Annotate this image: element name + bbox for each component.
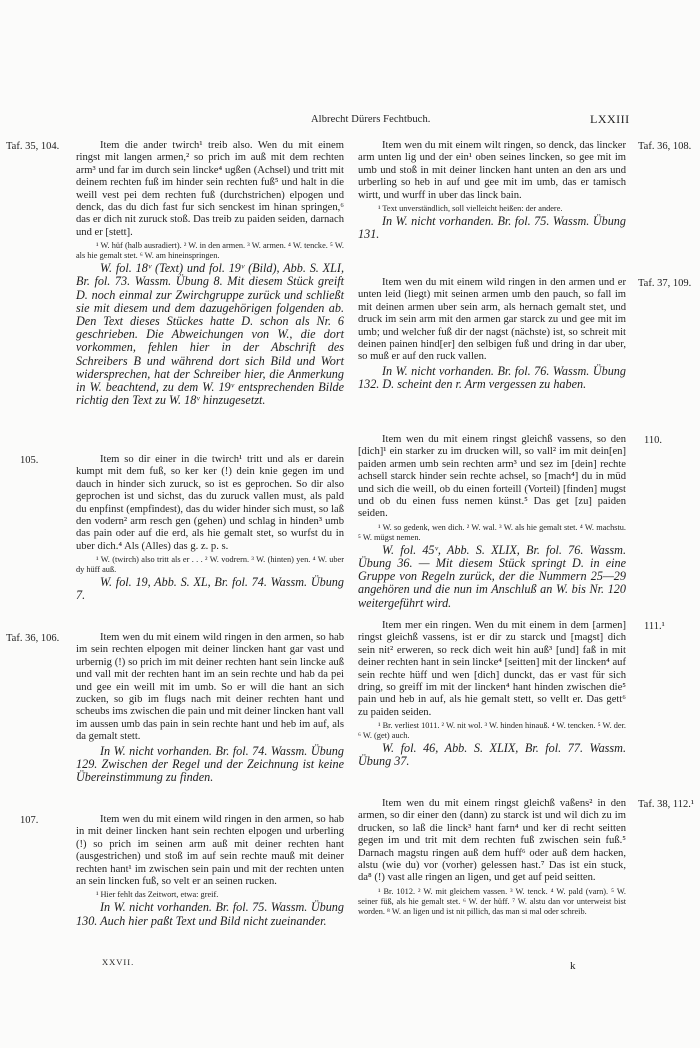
footnotes: ¹ W. hüf (halb ausradiert). ² W. in den armen. ³ W. armen. ⁴ W. tencke. ⁵ W. als hie gemalt stet. ⁶ W. am hineinspringen.	[76, 241, 344, 261]
entry-text: Item wen du mit einem ringst gleichß vassens, so den [dich]¹ ein starker zu im drucken will, so vall² im mit dein[en] paiden armen umb sein rechten arm³ und sez im [dein] rechte achsell starck hinder sein rechte achsel, so [mach⁴] du in müd und sich die weill, ob du einen forteill (Vorteil) [finden] mugst und ob du einen fuss nemen künst.⁵ Das get [zu] paiden seiden.	[358, 434, 626, 520]
footnotes: ¹ Hier fehlt das Zeitwort, etwa: greif.	[96, 890, 219, 900]
entry-107	[76, 814, 344, 928]
margin-ref-106: Taf. 36, 106.	[6, 633, 60, 644]
entry-109	[358, 277, 626, 391]
entry-text: Item wen du mit einem wild ringen in den armen, so hab im sein rechten elpogen mit deiner lincken hant gar vast und urbernig (!) so prich im mit deiner rechten hant sein lincke auß und vall mit der rechten hant im an sein rechte und hab da pei und gee ein weill mit im umb. So er will die hant an sich zucken, so gib im flugs nach mit deiner rechten hant und scheubs ims zwischen die pain und mit deiner lincken hant vall im aussen umb das pain in sein rechte hant und heb im auf, als da gemalt stett.	[76, 632, 344, 743]
footnotes: ¹ Br. verliest 1011. ² W. nit wol. ³ W. hinden hinauß. ⁴ W. tencken. ⁵ W. der. ⁶ W. (get) auch.	[358, 721, 626, 741]
entry-text: Item wen du mit einem wild ringen in den armen, so hab in mit deiner lincken hant sein rechten elpogen und urberling (!) so prich im seinen arm auß mit deiner rechten hant (ausgestrichen) und stoß im auf sein rechte mauß mit deiner rechten hant¹ im zwischen sein pain und mit der rechten unten an sein lincken fuß, so velt er an seinen rucken.	[76, 814, 344, 888]
commentary: In W. nicht vorhanden. Br. fol. 76. Wassm. Übung 132. D. scheint den r. Arm vergessen zu haben.	[358, 363, 626, 392]
margin-ref-111: 111.¹	[644, 621, 665, 632]
commentary: W. fol. 46, Abb. S. XLIX, Br. fol. 77. Wassm. Übung 37.	[358, 741, 626, 769]
commentary: W. fol. 18ᵛ (Text) und fol. 19ᵛ (Bild), Abb. S. XLI, Br. fol. 73. Wassm. Übung 8. Mit diesem Stück greift D. noch einmal zur Zwirchgruppe zurück und schließt sie mit diesem und dem dazugehörigen folgenden ab. Den Text dieses Stückes hatte D. schon als Nr. 6 geschrieben. Die Abweichungen von W., die dort vorkommen, fehlen hier in der Abschrift des Schreibers B und während dort sich Bild und Wort widersprechen, hat der Schreiber hier, die Anmerkung in W. beachtend, zu dem W. 19ᵛ entsprechenden Bilde richtig den Text zu W. 18ᵛ hinzugesetzt.	[76, 261, 344, 408]
entry-110	[358, 434, 626, 610]
entry-111	[358, 620, 626, 769]
footnotes: ¹ Text unverständlich, soll vielleicht heißen: der andere.	[378, 204, 563, 214]
entry-text: Item wen du mit einem wilt ringen, so denck, das lincker arm unten lig und der ein¹ oben seines lincken, so gee mit im umb und stoß in mit deiner lincken hant unten an den ars und urberling so heb in auf und gee mit im umb, das er tamisch wirtt, und wurff in uber das linck bain.	[358, 140, 626, 201]
footnotes: ¹ W. so gedenk, wen dich. ² W. wal. ³ W. als hie gemalt stet. ⁴ W. machstu. ⁵ W. mügst nemen.	[358, 522, 626, 542]
commentary: In W. nicht vorhanden. Br. fol. 75. Wassm. Übung 130. Auch hier paßt Text und Bild nicht zueinander.	[76, 900, 344, 928]
commentary: W. fol. 19, Abb. S. XL, Br. fol. 74. Wassm. Übung 7.	[76, 575, 344, 603]
margin-ref-105: 105.	[20, 455, 39, 466]
running-title-text: Albrecht Dürers Fechtbuch.	[311, 114, 431, 125]
commentary: W. fol. 45ᵛ, Abb. S. XLIX, Br. fol. 76. Wassm. Übung 36. — Mit diesem Stück springt D. in eine Gruppe von Regeln zurück, der die Nummern 25—29 angehören und die nun im Anschluß an W. bis Nr. 120 weitergeführt wird.	[358, 542, 626, 610]
commentary: In W. nicht vorhanden. Br. fol. 74. Wassm. Übung 129. Zwischen der Regel und der Zeichnung ist keine Übereinstimmung zu finden.	[76, 743, 344, 785]
entry-106	[76, 632, 344, 784]
entry-105	[76, 454, 344, 603]
margin-ref-107: 107.	[20, 815, 39, 826]
margin-ref-110: 110.	[644, 435, 662, 446]
signature-mark: XXVII.	[102, 957, 135, 967]
margin-ref-112: Taf. 38, 112.¹	[638, 799, 694, 810]
entry-112	[358, 798, 626, 917]
page-number: LXXIII	[590, 112, 630, 126]
entry-108	[358, 140, 626, 241]
margin-ref-104: Taf. 35, 104.	[6, 141, 60, 152]
commentary: In W. nicht vorhanden. Br. fol. 75. Wassm. Übung 131.	[358, 214, 626, 242]
entry-text: Item wen du mit einem ringst gleichß vaßens² in den armen, so dir einer den (dann) zu starck ist und wil dich zu im drucken, so laß die linck³ hant farn⁴ und ker di recht seitten gegen im und trit mit dem rechten fuß zwischen sein fuß.⁵ Darnach magstu ringen auß dem huff⁶ oder auß dem hacken, alstu (wie du) vor (vorher) gelessen hast.⁷ Das ist ein stuck, da⁸ (!) vast alle ringen an ligen, und get auf peid seitten.	[358, 798, 626, 884]
entry-text: Item so dir einer in die twirch¹ tritt und als er darein kumpt mit dem fuß, so ker ker (!) dein knie gegen im und dauch in hinder sich zuruck, so ist es geprochen. So dir also geprochen ist und sichst, das du zuruck vallen must, als pald du enpfinst (empfindest), das du wider hinder sich must, so laß den vodern² arm resch gen (gehen) und schlag in hinden³ umb das pain oder auf die erd, als hie gemalt stet, so wurfst du in uber dich.⁴ Als (Alles) das g. z. p. s.	[76, 454, 344, 552]
entry-104	[76, 140, 344, 407]
signature-mark: k	[570, 960, 576, 972]
footnotes: ¹ W. (twirch) also tritt als er . . . ² W. vodrern. ³ W. (hinten) yen. ⁴ W. uber dy hüff auß.	[76, 555, 344, 575]
entry-text: Item wen du mit einem wild ringen in den armen und er unten leid (liegt) mit seinen armen umb den pauch, so fall im mit deinen armen uber sein arm, als hernach gemalt stet, und druck im sein arm mit den armen gar starck zu und gee mit im umb; und welcher fuß dir der nagst (nächste) ist, so schreit mit deinen painen hind[er] den selbigen fuß und dring in dar uber, so muß er auf den ruck vallen.	[358, 277, 626, 363]
entry-text: Item die ander twirch¹ treib also. Wen du mit einem ringst mit langen armen,² so prich im auß mit dem rechten arm³ und far im durch sein lincke⁴ ugßen (Achsel) und tritt mit deinem rechten fuß im hinder sein rechten fuß⁵ und halt in die weill vest pei dem rechten fuß (durchstrichen) elpogen und denck, das du dich fast fur sich senckest im hinan springen,⁶ das er dich nit zuruck stoß. Das treib zu paiden seiden, darnach und er [stett].	[76, 140, 344, 238]
margin-ref-109: Taf. 37, 109.	[638, 278, 692, 289]
margin-ref-108: Taf. 36, 108.	[638, 141, 692, 152]
entry-text: Item mer ein ringen. Wen du mit einem in dem [armen] ringst gleichß vassens, ist er dir zu starck und [magst] dich sein nit² erweren, so reck dich weit hin auß³ [und] faß in mit deiner rechten hant in sein lincke⁴ [seitten] mit der lincken⁴ auf sein rechte hüff und wen [dich] dunckt, das er vast für sich dring, so greiff im mit der lincken⁴ hant hinden zwischen die⁵ pain und heb in auf, als hie gemalt stett, so vellt er. Das gett⁶ zu paiden seiden.	[358, 620, 627, 718]
footnotes: ¹ Br. 1012. ² W. mit gleichem vassen. ³ W. tenck. ⁴ W. pald (varn). ⁵ W. seiner füß, als hie gemalt stet. ⁶ W. der hüff. ⁷ W. alstu dan vor unterweist bist worden. ⁸ W. an ligen und ist nit pillich, das man si mal oder schreib.	[358, 886, 626, 916]
